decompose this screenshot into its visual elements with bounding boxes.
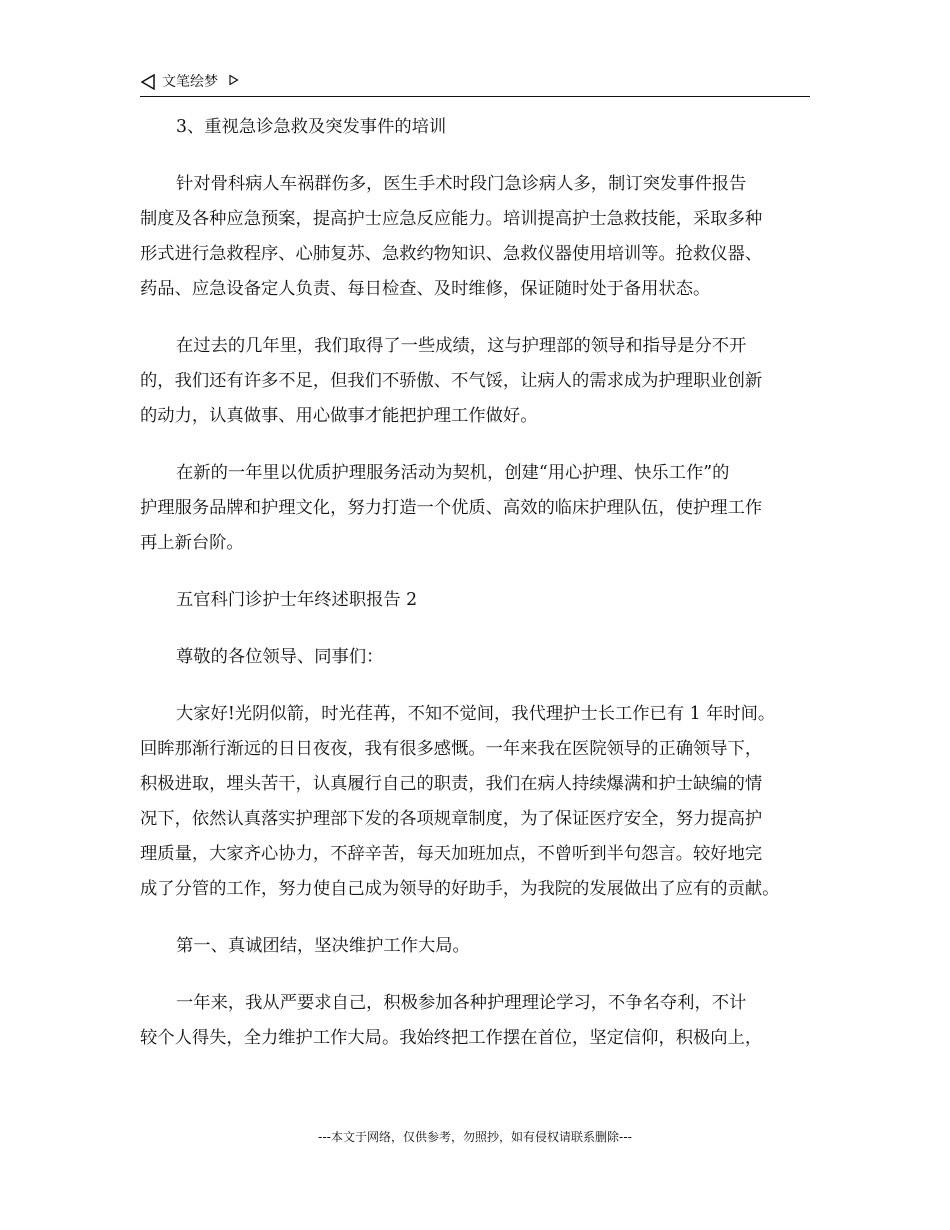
- text-line: 尊敬的各位领导、同事们：: [176, 647, 384, 667]
- text-line: 形式进行急救程序、心肺复苏、急救约物知识、急救仪器使用培训等。抢救仪器、: [140, 244, 763, 264]
- text-line: 回眸那渐行渐远的日日夜夜，我有很多感慨。一年来我在医院领导的正确领导下，: [140, 739, 763, 759]
- text-line: 成了分管的工作，努力使自己成为领导的好助手，为我院的发展做出了应有的贡献。: [140, 879, 780, 899]
- paragraph: [140, 456, 816, 561]
- text-line: 再上新台阶。: [140, 533, 244, 553]
- triangle-right-icon: [228, 74, 239, 86]
- triangle-left-icon: [140, 73, 156, 91]
- text-line: 护理服务品牌和护理文化，努力打造一个优质、高效的临床护理队伍，使护理工作: [140, 498, 763, 518]
- text-line: 制度及各种应急预案，提高护士应急反应能力。培训提高护士急救技能，采取多种: [140, 209, 763, 229]
- text-line: 理质量，大家齐心协力，不辞辛苦，每天加班加点，不曾听到半句怨言。较好地完: [140, 844, 763, 864]
- document-body: [140, 110, 816, 1056]
- text-line: 五官科门诊护士年终述职报告 2: [176, 590, 418, 610]
- paragraph: [140, 110, 816, 145]
- text-line: 在新的一年里以优质护理服务活动为契机，创建“用心护理、快乐工作”的: [176, 463, 730, 483]
- paragraph: [140, 583, 816, 618]
- brand-name: 文笔绘梦: [162, 74, 218, 90]
- page-header: [140, 70, 810, 97]
- text-line: 大家好!光阴似箭，时光荏苒，不知不觉间，我代理护士长工作已有 1 年时间。: [176, 704, 776, 724]
- text-line: 针对骨科病人车祸群伤多，医生手术时段门急诊病人多，制订突发事件报告: [176, 174, 747, 194]
- text-line: 积极进取，埋头苦干，认真履行自己的职责，我们在病人持续爆满和护士缺编的情: [140, 774, 763, 794]
- text-line: 3、重视急诊急救及突发事件的培训: [176, 117, 447, 137]
- paragraph: [140, 986, 816, 1056]
- paragraph: [140, 697, 816, 907]
- paragraph: [140, 929, 816, 964]
- paragraph: [140, 167, 816, 307]
- text-line: 的，我们还有许多不足，但我们不骄傲、不气馁，让病人的需求成为护理职业创新: [140, 371, 763, 391]
- text-line: 的动力，认真做事、用心做事才能把护理工作做好。: [140, 406, 538, 426]
- text-line: 第一、真诚团结，坚决维护工作大局。: [176, 936, 470, 956]
- text-line: 在过去的几年里，我们取得了一些成绩，这与护理部的领导和指导是分不开: [176, 336, 747, 356]
- footer-notice: ---本文于网络，仅供参考，勿照抄，如有侵权请联系删除---: [318, 1130, 632, 1144]
- text-line: 一年来，我从严要求自己，积极参加各种护理理论学习，不争名夺利，不计: [176, 993, 747, 1013]
- paragraph: [140, 329, 816, 434]
- text-line: 较个人得失，全力维护工作大局。我始终把工作摆在首位，坚定信仰，积极向上，: [140, 1028, 763, 1048]
- text-line: 况下，依然认真落实护理部下发的各项规章制度，为了保证医疗安全，努力提高护: [140, 809, 763, 829]
- text-line: 药品、应急设备定人负责、每日检查、及时维修，保证随时处于备用状态。: [140, 279, 711, 299]
- paragraph: [140, 640, 816, 675]
